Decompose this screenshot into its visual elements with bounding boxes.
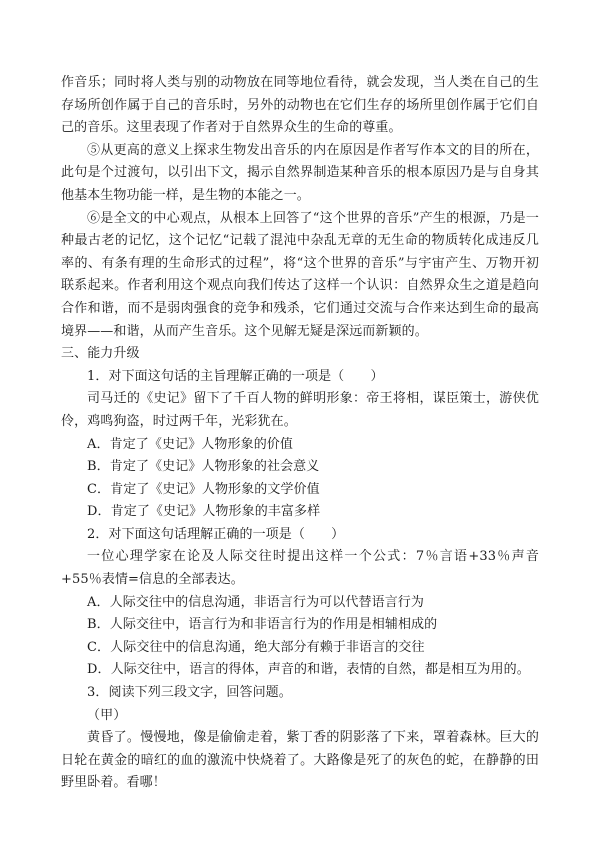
question-2-stem: 2．对下面这句话理解正确的一项是（ ） xyxy=(87,526,345,542)
paragraph-analysis-5: ⑤从更高的意义上探求生物发出音乐的内在原因是作者写作本文的目的所在，此句是个过渡句，以引出下文，揭示自然界制造某种音乐的根本原因乃是与自身其他基本生物功能一样，是生物的本能之一。 xyxy=(61,142,539,203)
paragraph-analysis-6: ⑥是全文的中心观点，从根本上回答了“这个世界的音乐”产生的根源，乃是一种最古老的记忆，这个记忆“记载了混沌中杂乱无章的无生命的物质转化成违反几率的、有条有理的生命形式的过程”，将“这个世界的音乐”与宇宙产生、万物开初联系起来。作者利用这个观点向我们传达了这样一个认识：自然界众生之道是趋向合作和谐，而不是弱肉强食的竞争和残杀，它们通过交流与合作来达到生命的最高境界——和谐，从而产生音乐。这个见解无疑是深远而新颖的。 xyxy=(61,210,539,339)
document-body xyxy=(61,72,539,795)
section-heading: 三、能力升级 xyxy=(61,346,140,362)
question-1-option-b: B．肯定了《史记》人物形象的社会意义 xyxy=(87,459,320,475)
question-2-option-c: C．人际交往中的信息沟通，绝大部分有赖于非语言的交往 xyxy=(87,639,425,655)
question-2-option-d: D．人际交往中，语言的得体，声音的和谐，表情的自然，都是相互为用的。 xyxy=(87,662,530,678)
question-1-option-a: A．肯定了《史记》人物形象的价值 xyxy=(87,436,293,452)
question-1-quote: 司马迁的《史记》留下了千百人物的鲜明形象：帝王将相，谋臣策士，游侠优伶，鸡鸣狗盗，时过两千年，光彩犹在。 xyxy=(61,391,539,429)
question-3-stem: 3．阅读下列三段文字，回答问题。 xyxy=(87,685,292,701)
question-2-option-b: B．人际交往中，语言行为和非语言行为的作用是相辅相成的 xyxy=(87,617,438,633)
passage-jia-text: 黄昏了。慢慢地，像是偷偷走着，紫丁香的阴影落了下来，罩着森林。巨大的日轮在黄金的暗红的血的激流中快烧着了。大路像是死了的灰色的蛇，在静静的田野里卧着。看哪！ xyxy=(61,730,539,791)
question-1-stem: 1．对下面这句话的主旨理解正确的一项是（ ） xyxy=(87,368,384,384)
question-1-option-d: D．肯定了《史记》人物形象的丰富多样 xyxy=(87,504,321,520)
paragraph-continuation: 作音乐；同时将人类与别的动物放在同等地位看待，就会发现，当人类在自己的生存场所创作属于自己的音乐时，另外的动物也在它们生存的场所里创作属于它们自己的音乐。这里表现了作者对于自然界众生的生命的尊重。 xyxy=(61,75,539,136)
question-1-option-c: C．肯定了《史记》人物形象的文学价值 xyxy=(87,481,320,497)
passage-label-jia: （甲） xyxy=(87,707,127,723)
question-2-option-a: A．人际交往中的信息沟通，非语言行为可以代替语言行为 xyxy=(87,594,424,610)
question-2-quote: 一位心理学家在论及人际交往时提出这样一个公式：7％言语+33％声音+55％表情=信息的全部表达。 xyxy=(61,549,539,588)
